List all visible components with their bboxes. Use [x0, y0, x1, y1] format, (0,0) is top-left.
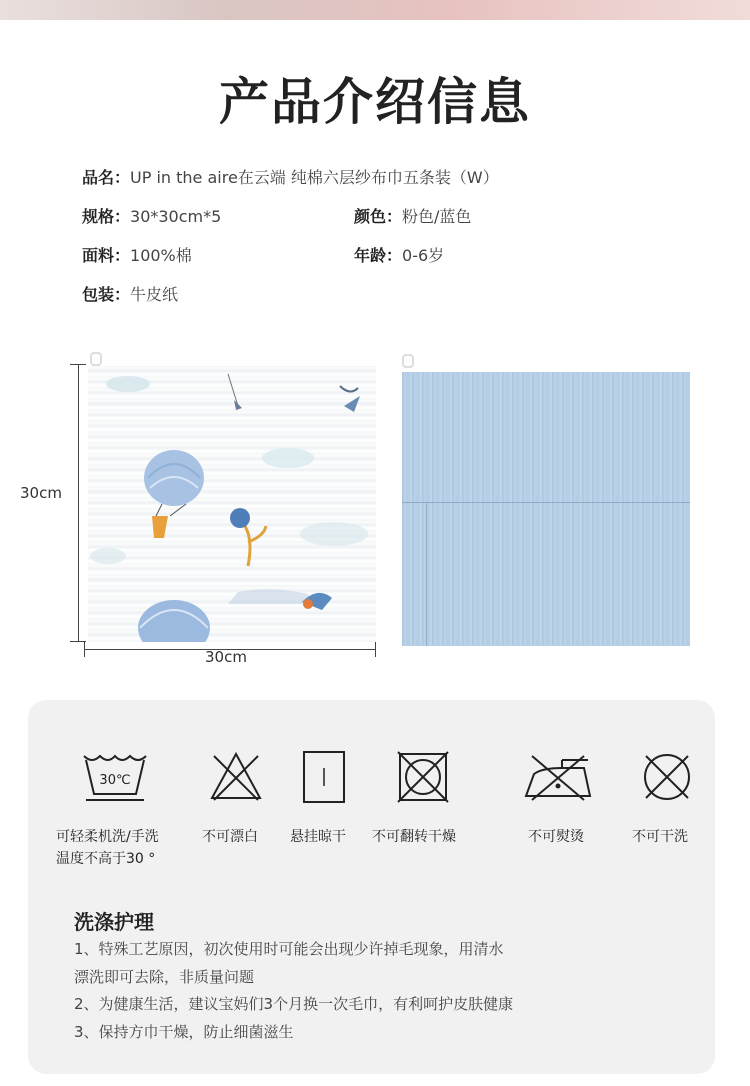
pack-key: 包装： — [82, 285, 131, 304]
page-title: 产品介绍信息 — [219, 73, 531, 131]
info-row-pack — [82, 282, 178, 305]
height-tick-top — [70, 364, 86, 365]
hang-dry-label: 悬挂晾干 — [290, 829, 346, 845]
height-label: 30cm — [20, 484, 62, 502]
info-row-age — [354, 243, 444, 266]
no-dry-clean-icon — [640, 750, 694, 804]
wash-temp-text: 30℃ — [99, 773, 131, 788]
care-line-4: 3、保持方巾干燥，防止细菌滋生 — [74, 1023, 294, 1041]
no-bleach-label: 不可漂白 — [202, 829, 258, 845]
color-value: 粉色/蓝色 — [402, 207, 472, 226]
no-bleach-icon — [208, 750, 264, 802]
towel-print-illustration — [88, 366, 376, 642]
blue-towel-hang-loop — [402, 354, 414, 368]
no-dry-clean-label: 不可干洗 — [632, 829, 688, 845]
info-row-name — [82, 165, 499, 188]
care-section-title: 洗涤护理 — [74, 910, 154, 934]
towel-hang-loop — [90, 352, 102, 366]
age-key: 年龄： — [354, 246, 403, 265]
care-line-2: 漂洗即可去除，非质量问题 — [74, 968, 255, 986]
wash-temp-label: 温度不高于30 ° — [56, 851, 156, 867]
no-tumble-dry-label: 不可翻转干燥 — [372, 829, 456, 845]
spec-key: 规格： — [82, 207, 131, 226]
color-key: 颜色： — [354, 207, 403, 226]
age-value: 0-6岁 — [402, 246, 445, 265]
spec-value: 30*30cm*5 — [130, 207, 222, 226]
width-label: 30cm — [205, 648, 247, 666]
name-value: UP in the aire在云端 纯棉六层纱布巾五条装（W） — [130, 168, 499, 187]
top-banner-strip — [0, 0, 750, 20]
pack-value: 牛皮纸 — [130, 285, 179, 304]
no-iron-icon — [522, 752, 594, 802]
width-tick-right — [375, 641, 376, 657]
wash-label: 可轻柔机洗/手洗 — [56, 829, 159, 845]
info-row-color — [354, 204, 471, 227]
care-line-3: 2、为健康生活，建议宝妈们3个月换一次毛巾，有利呵护皮肤健康 — [74, 995, 514, 1013]
white-patterned-towel-image — [88, 366, 376, 642]
fabric-value: 100%棉 — [130, 246, 192, 265]
towel-seam-line — [426, 502, 427, 646]
hang-dry-icon — [302, 750, 346, 804]
info-row-spec — [82, 204, 221, 227]
name-key: 品名： — [82, 168, 131, 187]
no-tumble-dry-icon — [396, 750, 450, 804]
height-dimension-line — [78, 364, 79, 642]
width-tick-left — [84, 641, 85, 657]
wash-30-icon — [82, 752, 148, 802]
no-iron-label: 不可熨烫 — [528, 829, 584, 845]
fabric-key: 面料： — [82, 246, 131, 265]
towel-fold-line — [402, 502, 690, 503]
blue-solid-towel-image — [402, 372, 690, 646]
info-row-fabric — [82, 243, 192, 266]
care-line-1: 1、特殊工艺原因，初次使用时可能会出现少许掉毛现象，用清水 — [74, 940, 504, 958]
